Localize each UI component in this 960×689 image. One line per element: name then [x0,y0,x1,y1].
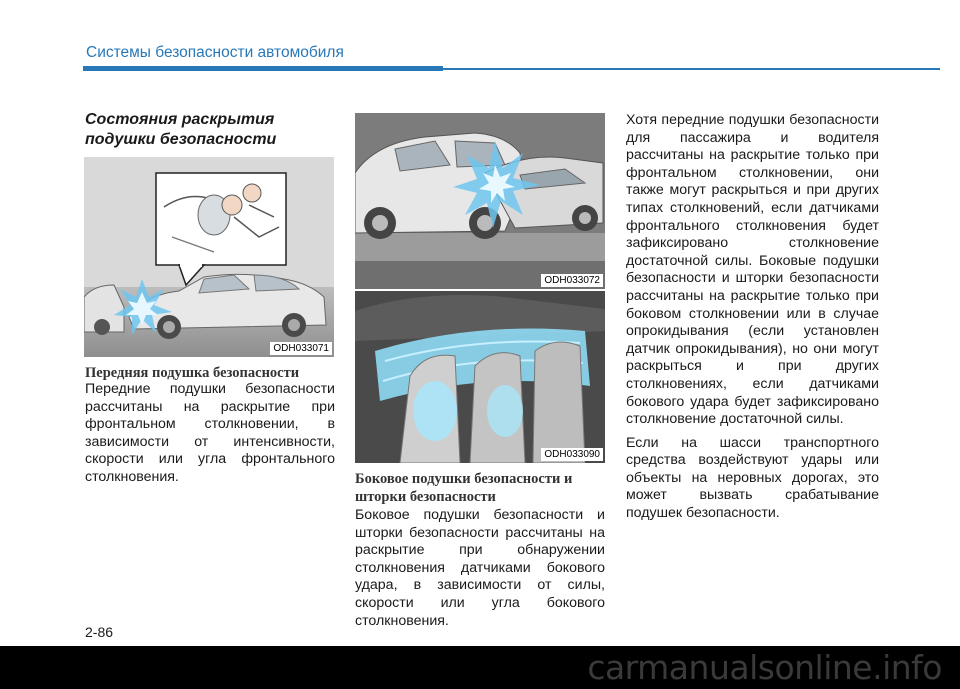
page-number: 2-86 [85,624,114,640]
paragraph: Боковое подушки безопасности и шторки безопасности рассчитаны на раскрытие при обнаружении столкновения датчиками бокового удара, в зависимости от силы, скорости или угла бокового столкновения. [355,507,605,629]
watermark-bar [0,646,960,689]
curtain-airbag-figure [355,291,605,463]
frontal-airbag-figure [84,157,334,357]
section-header-title: Системы безопасности автомобиля [86,44,344,61]
side-airbag-paragraph [355,507,605,636]
frontal-airbag-paragraph [85,381,335,493]
paragraph: Передние подушки безопасности рассчитаны на раскрытие при фронтальном столкновении, в зависимости от интенсивности, скорости или угла фронтального столкновения. [85,381,335,485]
header-rule-thin [443,68,940,70]
figure-label: ODH033072 [541,274,603,287]
figure-label: ODH033071 [270,342,332,355]
header-rule-thick [83,66,443,71]
right-column-text [626,112,879,529]
figure-label: ODH033090 [541,448,603,461]
paragraph-2: Если на шасси транспортного средства воздействуют удары или объекты на неровных дорогах, это может вызвать срабатывание подушек безопасности. [626,434,879,522]
paragraph-1: Хотя передние подушки безопасности для пассажира и водителя рассчитаны на раскрытие только при фронтальном столкновении, они также могут раскрыться и при других типах столкновений, если датчиками фронтального столкновения будет зафиксировано столкновение достаточной силы. Боковые подушки безопасности и шторки безопасности рассчитаны на раскрытие только при боковом столкновении или в случае опрокидывания (если установлен датчик опрокидывания), но они могут раскрыться и при других столкновениях, если датчиками бокового удара будет зафиксировано столкновение достаточной силы. [626,112,879,428]
side-airbag-subheading: Боковое подушки безопасности и шторки безопасности [355,471,573,505]
side-crash-figure [355,113,605,289]
frontal-crash-illustration [84,157,334,357]
side-crash-illustration [355,113,605,289]
frontal-airbag-subheading: Передняя подушка безопасности [85,365,300,381]
curtain-airbag-illustration [355,291,605,463]
watermark-text: carmanualsonline.info [587,648,942,687]
section-heading: Состояния раскрытия подушки безопасности [85,111,277,148]
